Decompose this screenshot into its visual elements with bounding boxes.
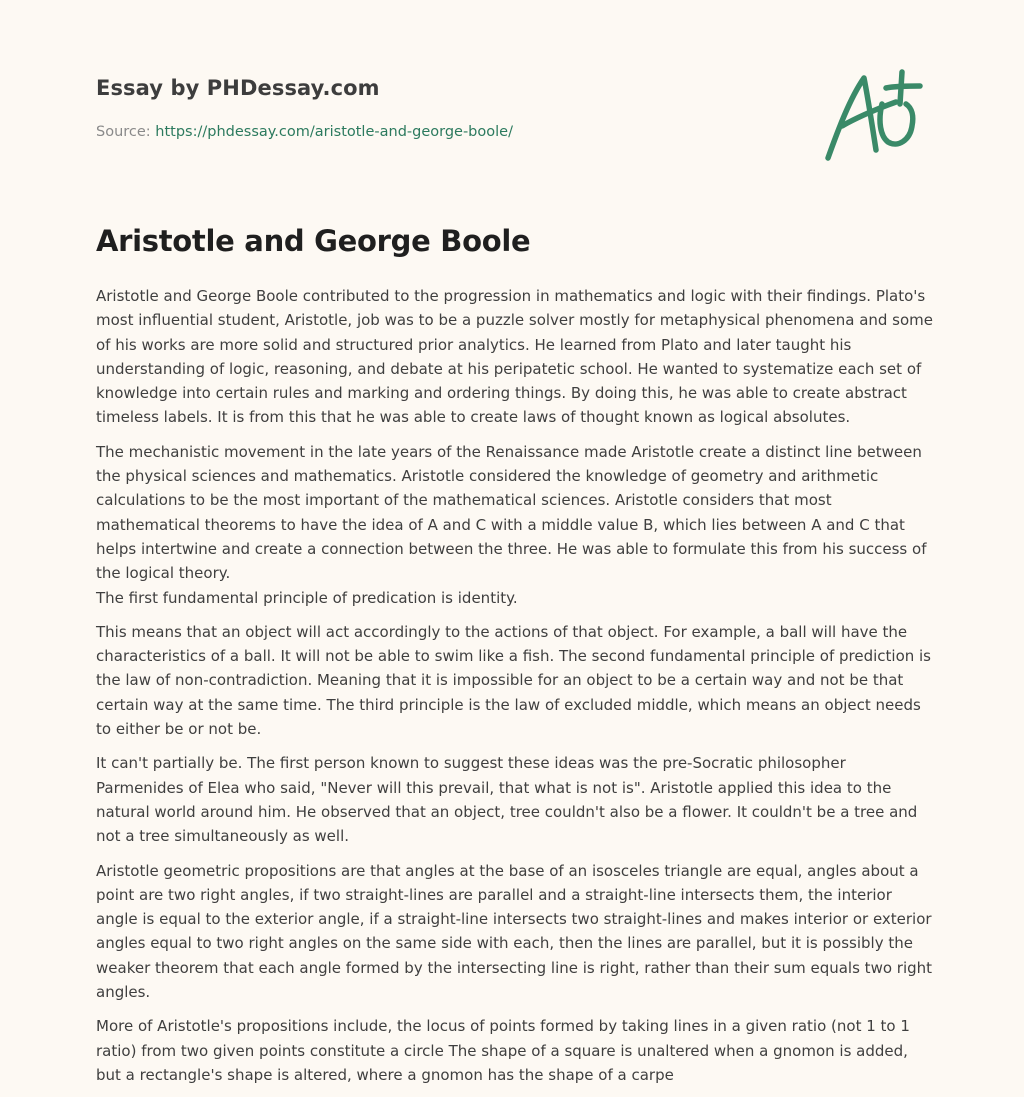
source-label: Source:: [96, 124, 156, 140]
source-link[interactable]: https://phdessay.com/aristotle-and-george-boole/: [155, 124, 513, 140]
essay-paragraph-5: Aristotle geometric propositions are that angles at the base of an isosceles triangle are equal, angles about a point are two right angles, if two straight-lines are parallel and a straight-line intersects them, the interior angle is equal to the exterior angle, if a straight-line intersects two straight-lines and makes interior or exterior angles equal to two right angles on the same side with each, then the lines are parallel, but it is possibly the weaker theorem that each angle formed by the intersecting line is right, rather than their sum equals two right angles.: [96, 861, 933, 1002]
a-plus-logo-icon: [824, 68, 928, 164]
site-brand: Essay by PHDessay.com: [96, 76, 380, 100]
essay-paragraph-2: The mechanistic movement in the late years of the Renaissance made Aristotle create a distinct line between the physical sciences and mathematics. Aristotle considered the knowledge of geometry and arithmetic calculations to be the most important of the mathematical sciences. Aristotle considers that most mathematical theorems to have the idea of A and C with a middle value B, which lies between A and C that helps intertwine and create a connection between the three. He was able to formulate this from his success of the logical theory. The first fundamental principle of predication is identity.: [96, 442, 927, 607]
essay-title: Aristotle and George Boole: [96, 224, 531, 258]
essay-paragraph-1: Aristotle and George Boole contributed to the progression in mathematics and logic with their findings. Plato's most influential student, Aristotle, job was to be a puzzle solver mostly for metaphysical phenomena and some of his works are more solid and structured prior analytics. He learned from Plato and later taught his understanding of logic, reasoning, and debate at his peripatetic school. He wanted to systematize each set of knowledge into certain rules and marking and ordering things. By doing this, he was able to create abstract timeless labels. It is from this that he was able to create laws of thought known as logical absolutes.: [96, 287, 934, 427]
source-line: [96, 124, 513, 140]
essay-paragraph-4: It can't partially be. The first person known to suggest these ideas was the pre-Socratic philosopher Parmenides of Elea who said, "Never will this prevail, that what is not is". Aristotle applied this idea to the natural world around him. He observed that an object, tree couldn't also be a flower. It couldn't be a tree and not a tree simultaneously as well.: [96, 754, 918, 846]
essay-page: [96, 0, 934, 1084]
essay-body: [96, 284, 936, 1097]
essay-paragraph-3: This means that an object will act accordingly to the actions of that object. For example, a ball will have the characteristics of a ball. It will not be able to swim like a fish. The second fundamental principle of prediction is the law of non-contradiction. Meaning that it is impossible for an object to be a certain way and not be that certain way at the same time. The third principle is the law of excluded middle, which means an object needs to either be or not be.: [96, 622, 931, 739]
essay-paragraph-6: More of Aristotle's propositions include, the locus of points formed by taking lines in a given ratio (not 1 to 1 ratio) from two given points constitute a circle The shape of a square is unaltered when a gnomon is added, but a rectangle's shape is altered, where a gnomon has the shape of a carpe: [96, 1017, 910, 1084]
